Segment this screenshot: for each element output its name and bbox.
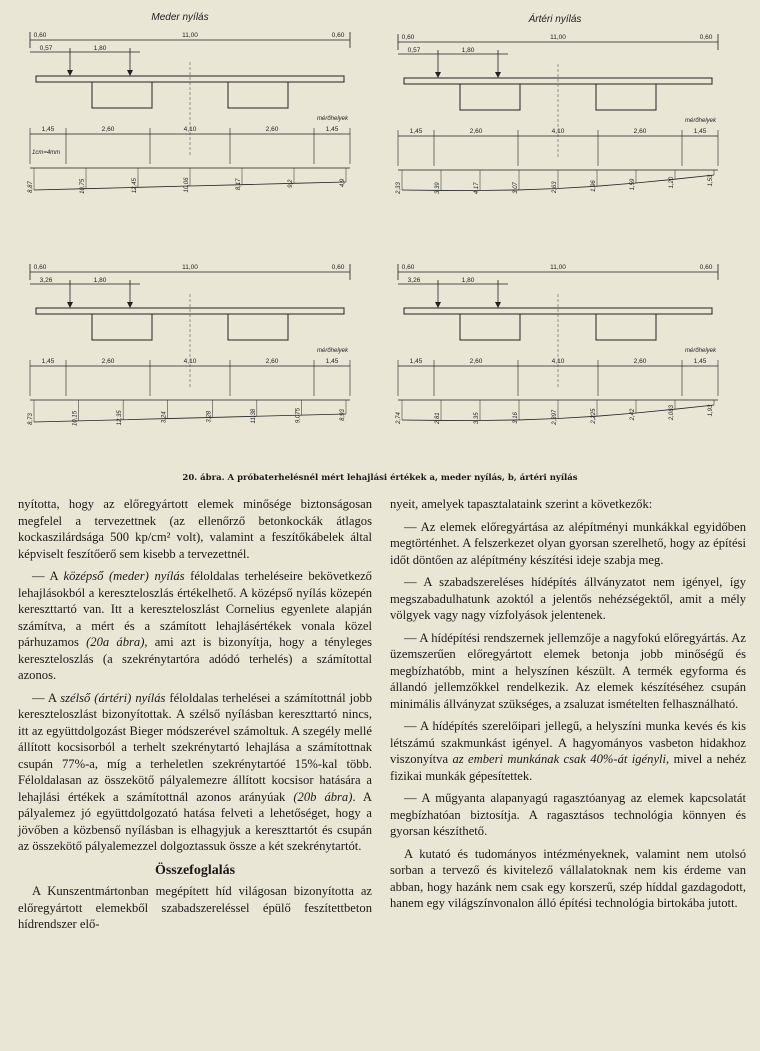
dash: — A [32, 569, 64, 583]
left-paragraph-2 [18, 568, 372, 684]
text: , ami azt is bizonyítja, hogy a tényleges kereszteloszlás (a szekrénytartóra adódó terhelés) a számítottal azonos. [18, 635, 373, 682]
deflection-value: 3,07 [513, 182, 519, 194]
dim-label: 0,57 [39, 45, 53, 52]
text: — A hídépítés szerelőipari jellegű, a helyszíni munka kevés és kis létszámú szakmunkást igényel. A hagyományos vasbeton hidakhoz viszonyítva [390, 719, 746, 766]
deflection-value: 1,20 [669, 176, 675, 189]
dash: — A [32, 690, 61, 705]
box-girder [228, 82, 288, 108]
dim-label: 1,45 [693, 128, 707, 135]
deflection-value: 2,397 [552, 409, 558, 425]
arrowhead-icon [67, 70, 73, 76]
dim-label: 1,45 [693, 358, 707, 365]
right-paragraph-4: — A hídépítési rendszernek jellemzője a nagyfokú előregyártás. Az üzemszerűen előregyártott elemek betonja jobb minőségű és megbízhatóbb, mint a helyszínen készült. A termék egyforma és állandó jellemzőkkel rendelkezik. Az elemek készítéséhez csupán minimális állványzat szükséges, a zsaluzat ismételten felhasználható. [390, 630, 746, 711]
scale-label: 1cm=4mm [32, 150, 61, 156]
dim-label: 0,60 [33, 264, 47, 271]
dim-label: 3,26 [39, 277, 53, 284]
section-heading-osszefoglalas: Összefoglalás [154, 862, 236, 878]
arrowhead-icon [495, 302, 501, 308]
deflection-value: 1,53 [708, 174, 714, 187]
dim-label: 1,45 [41, 126, 55, 133]
deflection-value: 3,16 [513, 412, 519, 424]
text: . A pályalemez jó együttdolgozató hatása felveti a lehetőséget, hogy a jövőben a közbenső nyílásban is elhagyjuk a kereszttartót és csupán az összekötő pályalemezzel dolgoztassuk össze a két szekrénytartót. [18, 789, 372, 853]
deflection-value: 3,28 [206, 410, 213, 423]
deflection-value: 8,73 [28, 413, 34, 425]
panel-title-meder: Meder nyílás [151, 12, 209, 23]
text: , mivel a nehéz fizikai munkák gépesítettek. [390, 752, 746, 783]
dim-label: 1,45 [409, 128, 423, 135]
dim-label: 4,10 [183, 358, 197, 365]
box-girder [92, 314, 152, 340]
text: féloldalas terhelései a számítottnál jobb kereszteloszlást bizonyítottak. A szélső nyílásban kereszttartó nincs, itt az együttdolgozást Bieger módszerével számoltuk. A szegély mellé állított kocsisorból a terhelt szekrénytartó lehajlása a számítottnak csupán 77%-a, míg a terheletlen szekrénytartóé 15%-kal több. Féloldalasan az összekötő pályalemezre állított kocsisor hatására a lehajlási értékek a számítottnál azonos arányúak [18, 690, 372, 804]
right-paragraph-1: nyeit, amelyek tapasztalataink szerint a következők: [390, 497, 653, 511]
dim-label: 0,60 [699, 34, 713, 41]
arrowhead-icon [127, 70, 133, 76]
right-column [390, 496, 746, 912]
figure-ref-20a: (20a ábra) [86, 635, 145, 649]
dim-label: 11,00 [182, 264, 198, 271]
deflection-value: 1,59 [630, 178, 636, 191]
panel-arteri-a [396, 34, 718, 195]
dim-label: 2,60 [633, 128, 647, 135]
deflection-value: 2,74 [396, 412, 402, 424]
right-paragraph-3: — A szabadszereléses hídépítés állványzatot nem igényel, így megszabadulhatunk azoktól a jelentős nehézségektől, amit a mély völgyek vagy nagy vízfolyások jelentenek. [390, 575, 746, 622]
deflection-value: 2,225 [591, 408, 597, 424]
dim-label: 0,60 [331, 32, 345, 39]
arrowhead-icon [495, 72, 501, 78]
deflection-value: 11,38 [250, 408, 257, 424]
dim-label: 4,10 [183, 126, 197, 133]
deflection-value: 10,75 [80, 178, 86, 194]
dim-label: 0,60 [331, 264, 345, 271]
deflection-value: 9,2 [288, 179, 294, 188]
dim-label: 4,10 [551, 128, 565, 135]
emphasis-kozepso: középső (meder) nyílás [63, 569, 185, 583]
dim-label: 11,00 [182, 32, 198, 39]
arrowhead-icon [67, 302, 73, 308]
deflection-value: 2,33 [396, 182, 402, 194]
right-paragraph-2: — Az elemek előregyártása az alépítményi munkákkal egyidőben megtörténhet. A felszerkezet olyan gyorsan szerelhető, hogy az építési időt döntően az alépítmény készítési ideje szabja meg. [390, 519, 746, 567]
panel-title-arteri: Ártéri nyílás [528, 14, 582, 25]
dim-label: 4,10 [551, 358, 565, 365]
arrowhead-icon [127, 302, 133, 308]
panel-meder-b [28, 264, 350, 426]
dim-label: 0,60 [401, 264, 415, 271]
text: féloldalas terheléseire bekövetkező lehajlásokból a kereszteloszlás értékelhető. A középső nyílás közepén kereszttartó van. Itt a kereszteloszlást Cornelius egyenlete alapján számítva, a mért és a számított lehajlásértékek vonala közel párhuzamos [18, 569, 372, 649]
dim-label: 2,60 [101, 126, 115, 133]
deflection-value: 8,17 [236, 178, 242, 191]
dim-label: 2,60 [265, 358, 279, 365]
deflection-value: 3,24 [161, 411, 168, 424]
arrowhead-icon [435, 302, 441, 308]
box-girder [460, 84, 520, 110]
deflection-value: 10,15 [72, 410, 79, 426]
deflection-value: 2,42 [630, 408, 636, 421]
deflection-value: 4,17 [474, 182, 480, 195]
left-paragraph-1: nyította, hogy az előregyártott elemek minősége biztonságosan megfelel a tervezettnek (az ellenőrző betonkockák átlagos kockaszilárdsága 500 kp/cm² volt), valamint a feszítőkábelek által képviselt feszítőerő sem kisebb a tervezettnél. [18, 497, 372, 561]
dim-label: 2,60 [469, 128, 483, 135]
dim-label: 2,60 [265, 126, 279, 133]
deflection-value: 2,81 [435, 412, 441, 425]
deflection-value: 4,9 [340, 178, 346, 188]
deflection-value: 10,06 [184, 177, 190, 193]
deflection-value: 2,063 [669, 405, 675, 421]
box-girder [596, 84, 656, 110]
deflection-value: 12,35 [117, 410, 124, 426]
deflection-value: 2,63 [552, 181, 558, 194]
dim-label: 0,57 [407, 47, 421, 54]
emphasis-szelso: szélső (ártéri) nyílás [60, 690, 166, 705]
figure-ref-20b: (20b ábra) [293, 789, 353, 804]
box-girder [596, 314, 656, 340]
mero-label: mérőhelyek [316, 348, 348, 354]
emphasis-40-percent: az emberi munkának csak 40%-át igényli [452, 752, 667, 766]
dim-label: 1,80 [93, 277, 107, 284]
box-girder [228, 314, 288, 340]
deflection-value: 3,39 [435, 182, 441, 195]
dim-label: 11,00 [550, 264, 566, 271]
dim-label: 1,45 [325, 126, 339, 133]
deflection-value: 1,96 [591, 180, 597, 192]
dim-label: 2,60 [101, 358, 115, 365]
left-paragraph-3 [18, 690, 372, 855]
dim-label: 0,60 [699, 264, 713, 271]
dim-label: 11,00 [550, 34, 566, 41]
figure-20 [0, 0, 760, 490]
dim-label: 2,60 [633, 358, 647, 365]
box-girder [92, 82, 152, 108]
dim-label: 0,60 [33, 32, 47, 39]
panel-meder-a [28, 32, 350, 194]
right-paragraph-6: — A műgyanta alapanyagú ragasztóanyag az elemek kapcsolatát megbízhatóan biztosítja. A ragasztásos technológia könnyen és gyorsan készíthető. [390, 791, 746, 838]
dim-label: 3,26 [407, 277, 421, 284]
deflection-value: 1,93 [708, 404, 714, 417]
mero-label: mérőhelyek [684, 348, 716, 354]
deflection-value: 8,93 [340, 409, 346, 421]
right-paragraph-5 [390, 718, 746, 784]
dim-label: 1,80 [461, 277, 475, 284]
dim-label: 1,45 [325, 358, 339, 365]
deflection-value: 9,075 [295, 408, 302, 424]
mero-label: mérőhelyek [316, 116, 348, 122]
box-girder [460, 314, 520, 340]
deflection-value: 8,87 [28, 181, 34, 193]
left-column [18, 496, 372, 933]
arrowhead-icon [435, 72, 441, 78]
deflection-value: 12,45 [132, 178, 138, 194]
right-paragraph-7: A kutató és tudományos intézményeknek, valamint nem utolsó sorban a tervező és kivitelező vállalatoknak nem kis érdeme van abban, hogy hazánk nem csak egy korszerű, szép híddal gazdagodott, hanem egy világszínvonalon álló építési technológia birtokába jutott. [390, 846, 746, 910]
figure-caption: 20. ábra. A próbaterhelésnél mért lehajlási értékek a, meder nyílás, b, ártéri nyílás [182, 473, 578, 483]
panel-arteri-b [396, 264, 718, 426]
dim-label: 1,45 [409, 358, 423, 365]
left-paragraph-4: A Kunszentmártonban megépített híd világosan bizonyította az előregyártott elemekből szabadszereléssel épülő feszítettbeton hídrendszer elő- [18, 884, 372, 931]
dim-label: 1,80 [93, 45, 107, 52]
dim-label: 2,60 [469, 358, 483, 365]
dim-label: 0,60 [401, 34, 415, 41]
dim-label: 1,80 [461, 47, 475, 54]
deflection-value: 3,35 [474, 412, 480, 425]
dim-label: 1,45 [41, 358, 55, 365]
mero-label: mérőhelyek [684, 118, 716, 124]
